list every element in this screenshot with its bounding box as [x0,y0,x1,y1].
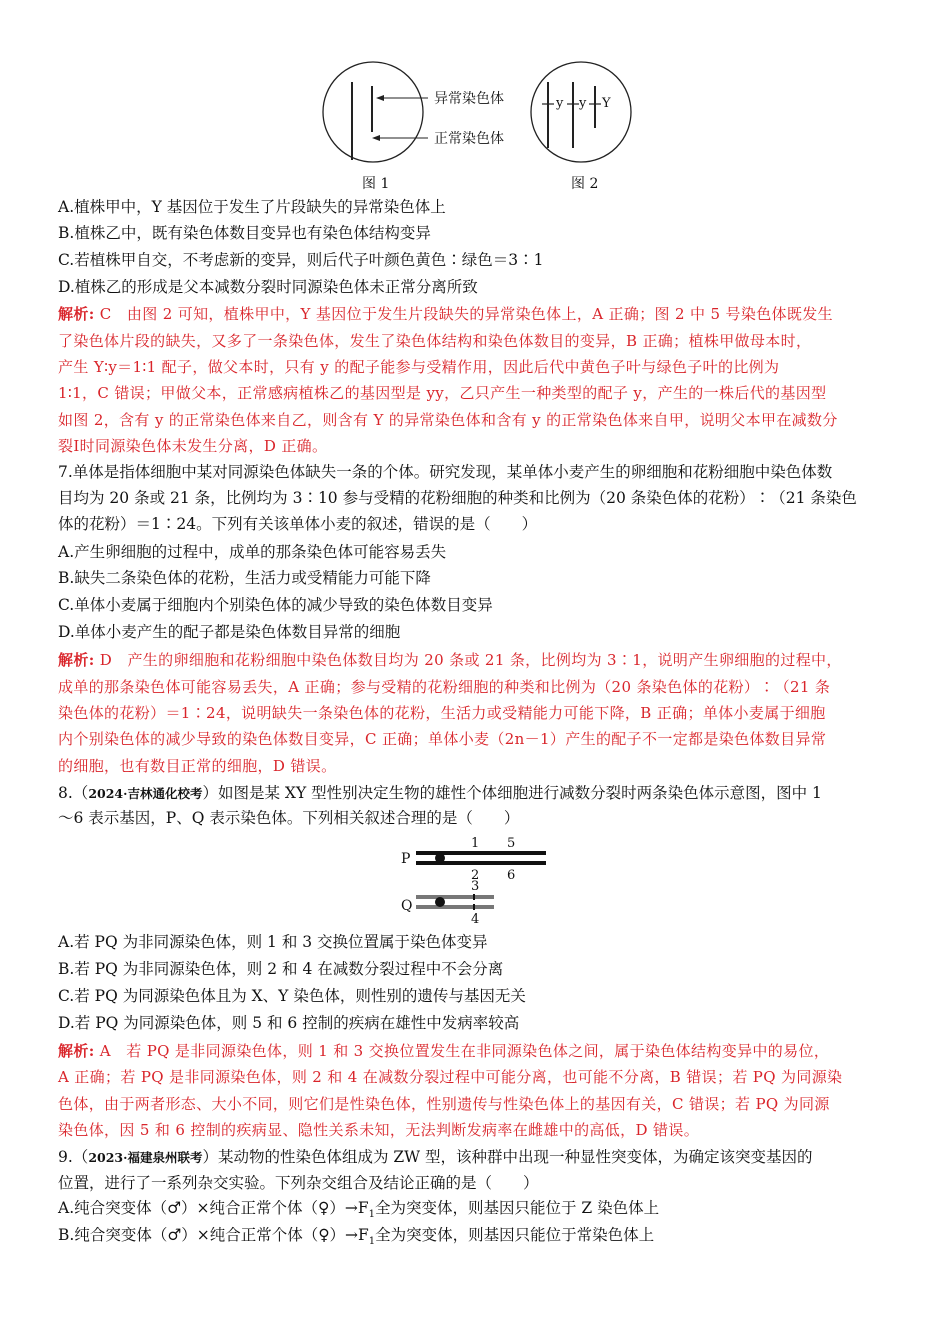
q8-source: 2024·吉林通化校考 [88,786,203,801]
gene-label-4: 4 [471,912,480,927]
q8-analysis-line: 色体，由于两者形态、大小不同，则它们是性染色体，性别遗传与性染色体上的基因有关，C 错误；若 PQ 为同源 [58,1095,830,1113]
chromosome-P-bottom [416,861,546,865]
figure2-cell [531,62,631,162]
gene-label-y1: y [556,96,564,111]
analysis-text: A 若 PQ 是非同源染色体，则 1 和 3 交换位置发生在非同源染色体之间，属于染色体结构变异中的易位， [94,1042,830,1060]
q8-stem-line [58,783,822,804]
gene-label-6: 6 [507,868,516,883]
q7-option-d: D.单体小麦产生的配子都是染色体数目异常的细胞 [58,623,401,641]
gene-label-5: 5 [507,836,516,851]
q8-stem-line: ～6 表示基因，P、Q 表示染色体。下列相关叙述合理的是（ ） [58,809,520,827]
gene-label-3: 3 [471,879,480,894]
source-paren: ） [202,784,218,802]
option-text: B.纯合突变体（♂）×纯合正常个体（♀）→F [58,1226,369,1244]
q8-analysis-line: 染色体，因 5 和 6 控制的疾病显、隐性关系未知，无法判断发病率在雌雄中的高低，D 错误。 [58,1121,700,1139]
arrowhead-icon [376,95,384,101]
label-normal-chromosome: 正常染色体 [434,131,504,147]
source-paren: （ [72,784,89,802]
analysis-label: 解析: [58,651,95,669]
caption-figure2: 图 2 [571,176,599,192]
q8-option-a: A.若 PQ 为非同源染色体，则 1 和 3 交换位置属于染色体变异 [58,933,488,951]
q7-option-a: A.产生卵细胞的过程中，成单的那条染色体可能容易丢失 [58,543,447,561]
label-abnormal-chromosome: 异常染色体 [434,91,504,107]
q8-stem-text: 如图是某 XY 型性别决定生物的雄性个体细胞进行减数分裂时两条染色体示意图，图中 1 [217,784,822,802]
q7-stem-line: 目均为 20 条或 21 条，比例均为 3∶10 参与受精的花粉细胞的种类和比例为（20 条染色体的花粉）∶（21 条染色 [58,489,857,507]
q7-option-c: C.单体小麦属于细胞内个别染色体的减少导致的染色体数目变异 [58,596,493,614]
q9-option-b [58,1225,654,1252]
subscript: 1 [368,1209,375,1221]
subscript: 1 [368,1236,376,1248]
gene-label-1: 1 [471,836,480,851]
gene-label-2: 2 [471,868,480,883]
q7-stem-line: 体的花粉）＝1∶24。下列有关该单体小麦的叙述，错误的是（ ） [58,515,538,533]
q7-analysis-line: 成单的那条染色体可能容易丢失，A 正确；参与受精的花粉细胞的种类和比例为（20 条染色体的花粉）∶（21 条 [58,678,831,696]
q7-analysis-line [58,650,842,670]
option-text: A.纯合突变体（♂）×纯合正常个体（♀）→F [58,1199,369,1217]
analysis-text: C 由图 2 可知，植株甲中，Y 基因位于发生片段缺失的异常染色体上，A 正确；图 2 中 5 号染色体既发生 [94,305,833,323]
q8-option-b: B.若 PQ 为非同源染色体，则 2 和 4 在减数分裂过程中不会分离 [58,960,504,978]
q6-option-c: C.若植株甲自交，不考虑新的变异，则后代子叶颜色黄色∶绿色＝3∶1 [58,251,544,269]
q7-analysis-line: 内个别染色体的减少导致的染色体数目变异，C 正确；单体小麦（2n－1）产生的配子不一定都是染色体数目异常 [58,730,827,748]
option-text: 全为突变体，则基因只能位于 Z 染色体上 [374,1199,660,1217]
q8-option-c: C.若 PQ 为同源染色体且为 X、Y 染色体，则性别的遗传与基因无关 [58,987,526,1005]
q7-option-b: B.缺失二条染色体的花粉，生活力或受精能力可能下降 [58,569,431,587]
q9-stem-text: 某动物的性染色体组成为 ZW 型，该种群中出现一种显性突变体，为确定该突变基因的 [217,1148,813,1166]
q6-option-a: A.植株甲中，Y 基因位于发生了片段缺失的异常染色体上 [58,198,446,216]
q9-option-a [58,1198,659,1225]
chromosome-figure-1-2 [310,60,650,195]
q8-analysis-line: A 正确；若 PQ 是非同源染色体，则 2 和 4 在减数分裂过程中可能分离，也可能不分离，B 错误；若 PQ 为同源染 [58,1068,843,1086]
chromosome-label-Q: Q [401,898,413,914]
q6-analysis-line [58,304,833,324]
chromosome-P-top [416,851,546,855]
q6-option-b: B.植株乙中，既有染色体数目变异也有染色体结构变异 [58,224,431,242]
q6-analysis-line: 裂Ⅰ时同源染色体未发生分离，D 正确。 [58,437,328,455]
q6-analysis-line: 了染色体片段的缺失，又多了一条染色体，发生了染色体结构和染色体数目的变异，B 正确；植株甲做母本时， [58,332,812,350]
gene-label-y2: y [579,96,587,111]
source-paren: ） [202,1148,218,1166]
q6-analysis-line: 产生 Y∶y＝1∶1 配子，做父本时，只有 y 的配子能参与受精作用，因此后代中黄色子叶与绿色子叶的比例为 [58,358,780,376]
gene-label-Y: Y [602,96,611,111]
chromosome-Q-bottom [416,905,494,909]
arrowhead-icon [372,135,380,141]
q9-number: 9. [58,1148,73,1166]
q9-stem-line: 位置，进行了一系列杂交实验。下列杂交组合及结论正确的是（ ） [58,1174,539,1192]
analysis-text: D 产生的卵细胞和花粉细胞中染色体数目均为 20 条或 21 条，比例均为 3∶1，说明产生卵细胞的过程中， [94,651,842,669]
q7-analysis-line: 的细胞，也有数目正常的细胞，D 错误。 [58,757,337,775]
q7-analysis-line: 染色体的花粉）＝1∶24，说明缺失一条染色体的花粉，生活力或受精能力可能下降，B 正确；单体小麦属于细胞 [58,704,826,722]
source-paren: （ [72,1148,89,1166]
chromosome-label-P: P [401,851,411,867]
q8-option-d: D.若 PQ 为同源染色体，则 5 和 6 控制的疾病在雄性中发病率较高 [58,1014,520,1032]
centromere-P [435,853,445,863]
q9-stem-line [58,1147,813,1168]
pq-chromosome-figure [398,834,558,929]
q6-analysis-line: 如图 2，含有 y 的正常染色体来自乙，则含有 Y 的异常染色体和含有 y 的正常染色体来自甲，说明父本甲在减数分 [58,411,838,429]
analysis-label: 解析: [58,305,95,323]
q6-analysis-line: 1∶1，C 错误；甲做父本，正常感病植株乙的基因型是 yy，乙只产生一种类型的配子 y，产生的一株后代的基因型 [58,384,827,402]
option-text: 全为突变体，则基因只能位于常染色体上 [375,1226,655,1244]
q9-source: 2023·福建泉州联考 [88,1150,203,1165]
analysis-label: 解析: [58,1042,95,1060]
q8-analysis-line [58,1041,829,1061]
caption-figure1: 图 1 [362,176,390,192]
chromosome-Q-top [416,895,494,899]
q8-number: 8. [58,784,73,802]
q6-option-d: D.植株乙的形成是父本减数分裂时同源染色体未正常分离所致 [58,278,478,296]
q7-stem-line: 7.单体是指体细胞中某对同源染色体缺失一条的个体。研究发现，某单体小麦产生的卵细胞和花粉细胞中染色体数 [58,463,833,481]
centromere-Q [435,897,445,907]
